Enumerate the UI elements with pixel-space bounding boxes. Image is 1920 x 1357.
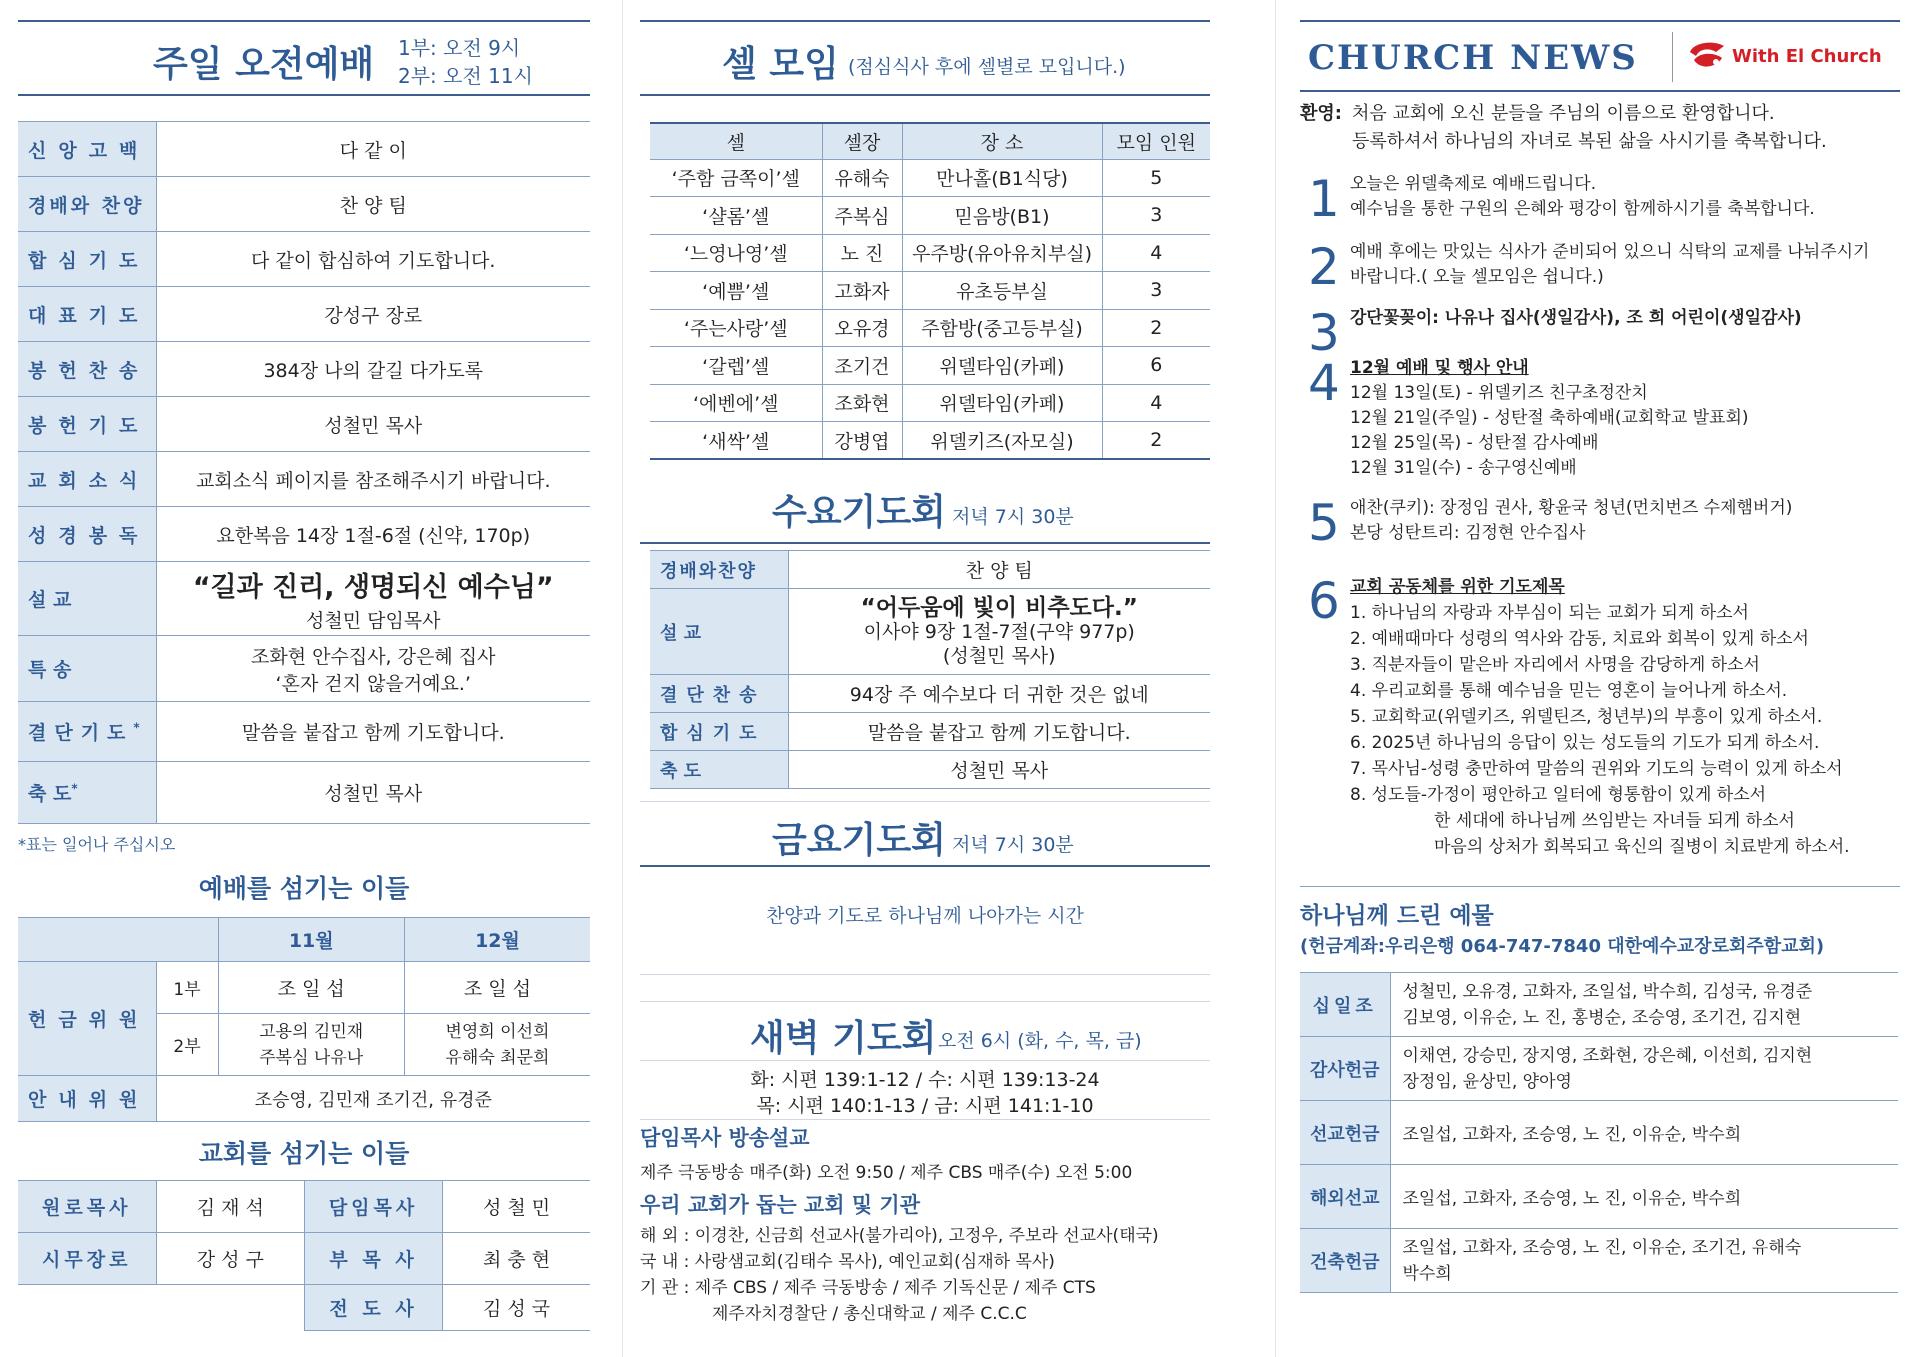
usher-value: 조승영, 김민재 조기건, 유경준	[156, 1076, 590, 1122]
news-number: 4	[1308, 354, 1340, 412]
broadcast-text: 제주 극동방송 매주(화) 오전 9:50 / 제주 CBS 매주(수) 오전 5:00	[640, 1163, 1133, 1183]
offering-names	[1390, 1101, 1898, 1165]
special-song-label: 특 송	[18, 636, 156, 702]
sunday-service-title: 주일 오전예배	[153, 44, 375, 85]
service-time-1: 1부: 오전 9시	[398, 36, 521, 60]
order-label: 봉헌찬송	[18, 342, 156, 397]
server-names: 변영희 이선희	[445, 1021, 550, 1042]
staff-role: 전 도 사	[305, 1285, 443, 1331]
wednesday-sermon-cell	[788, 589, 1210, 675]
order-label: 합심기도	[650, 713, 788, 751]
cell-row	[650, 347, 1210, 385]
offering-line: 김보영, 이유순, 노 진, 홍병순, 조승영, 조기건, 김지현	[1402, 1007, 1802, 1028]
news-item	[1300, 304, 1900, 362]
cell-value: 2	[1102, 309, 1210, 347]
cell-value: ‘주함 금쪽이’셀	[650, 159, 822, 197]
order-value: 성철민 목사	[156, 397, 590, 452]
staff-empty	[18, 1285, 156, 1331]
friday-prayer-title: 금요기도회	[772, 820, 946, 861]
cell-value: 조화현	[822, 384, 902, 422]
blessing-label-text: 축 도	[28, 783, 72, 805]
staff-role: 시무장로	[18, 1233, 156, 1285]
cell-rows	[650, 159, 1210, 459]
stand-mark: *	[71, 781, 78, 796]
worship-order-table	[18, 121, 590, 824]
offering-label: 십일조	[1300, 973, 1390, 1037]
cell-value: 유해숙	[822, 159, 902, 197]
wednesday-sermon-text: 이사야 9장 1절-7절(구약 977p)	[863, 620, 1135, 643]
order-value: 찬 양 팀	[156, 177, 590, 232]
cell-value: 강병엽	[822, 422, 902, 460]
staff-role: 담임목사	[305, 1181, 443, 1233]
news-text	[1300, 170, 1900, 228]
cell-row	[650, 159, 1210, 197]
prayer-item: 7. 목사님-성령 충만하여 말씀의 권위와 기도의 능력이 있게 하소서	[1350, 759, 1843, 779]
cell-value: 고화자	[822, 272, 902, 310]
news-line: 오늘은 위델축제로 예배드립니다.	[1350, 174, 1597, 194]
november-servers	[218, 1014, 404, 1076]
month-header: 12월	[404, 918, 590, 962]
order-value: 요한복음 14장 1절-6절 (신약, 170p)	[156, 507, 590, 562]
cell-row	[650, 384, 1210, 422]
order-label: 합심기도	[18, 232, 156, 287]
offering-names	[1390, 973, 1898, 1037]
order-label: 신앙고백	[18, 122, 156, 177]
order-value: 다 같이 합심하여 기도합니다.	[156, 232, 590, 287]
cell-value: 믿음방(B1)	[902, 197, 1102, 235]
church-news-column	[1300, 0, 1900, 1357]
dawn-reading: 화: 시편 139:1-12 / 수: 시편 139:13-24	[750, 1069, 1100, 1091]
cell-value: 2	[1102, 422, 1210, 460]
wednesday-sermon-title: “어두움에 빛이 비추도다.”	[860, 594, 1138, 621]
order-value: 384장 나의 갈길 다가도록	[156, 342, 590, 397]
offering-names	[1390, 1037, 1898, 1101]
prayer-item: 2. 예배때마다 성령의 역사와 감동, 치료와 회복이 있게 하소서	[1350, 629, 1809, 649]
offering-label: 선교헌금	[1300, 1101, 1390, 1165]
order-value: 찬 양 팀	[788, 551, 1210, 589]
staff-name: 강 성 구	[156, 1233, 305, 1285]
offering-label: 감사헌금	[1300, 1037, 1390, 1101]
offering-label: 건축헌금	[1300, 1229, 1390, 1293]
news-items	[1300, 172, 1900, 864]
cell-value: 6	[1102, 347, 1210, 385]
prayer-item: 4. 우리교회를 통해 예수님을 믿는 영혼이 늘어나게 하소서.	[1350, 681, 1788, 701]
cell-meeting-title: 셀 모임	[722, 44, 839, 85]
cell-value: 유초등부실	[902, 272, 1102, 310]
dawn-prayer-title: 새벽 기도회	[750, 1018, 937, 1059]
order-label: 봉헌기도	[18, 397, 156, 452]
staff-name: 최 충 현	[443, 1233, 590, 1285]
cell-value: ‘에벤에’셀	[650, 384, 822, 422]
dawn-reading: 목: 시편 140:1-13 / 금: 시편 141:1-10	[756, 1095, 1094, 1117]
cell-row	[650, 422, 1210, 460]
cell-meeting-subtitle: (점심식사 후에 셀별로 모입니다.)	[848, 56, 1126, 78]
news-item	[1300, 496, 1900, 556]
news-line: 12월 13일(토) - 위델키즈 친구초정잔치	[1350, 383, 1648, 403]
stand-note: *표는 일어나 주십시오	[18, 835, 176, 854]
order-value: 94장 주 예수보다 더 귀한 것은 없네	[788, 675, 1210, 713]
support-item: 국 내 : 사랑샘교회(김태수 목사), 예인교회(심재하 목사)	[640, 1252, 1055, 1272]
news-item	[1300, 172, 1900, 232]
staff-role: 원로목사	[18, 1181, 156, 1233]
order-label: 경배와 찬양	[18, 177, 156, 232]
order-value: 성철민 목사	[788, 751, 1210, 789]
news-item	[1300, 356, 1900, 490]
news-line: 12월 예배 및 행사 안내	[1350, 358, 1529, 378]
order-label: 성경봉독	[18, 507, 156, 562]
servers-table	[18, 917, 590, 1122]
news-number: 6	[1308, 572, 1340, 630]
cell-value: 만나홀(B1식당)	[902, 159, 1102, 197]
news-number: 2	[1308, 238, 1340, 296]
dawn-prayer-header	[640, 1001, 1210, 1061]
cell-value: 위델타임(카페)	[902, 347, 1102, 385]
wednesday-order-table	[650, 550, 1210, 789]
service-time-2: 2부: 오전 11시	[398, 64, 533, 88]
cell-value: ‘갈렙’셀	[650, 347, 822, 385]
offering-table	[1300, 972, 1898, 1293]
prayer-item: 마음의 상처가 회복되고 육신의 질병이 치료받게 하소서.	[1434, 837, 1850, 857]
servers-title: 예배를 섬기는 이들	[198, 874, 410, 903]
cell-value: ‘주는사랑’셀	[650, 309, 822, 347]
prayer-item: 8. 성도들-가정이 평안하고 일터에 형통함이 있게 하소서	[1350, 785, 1767, 805]
order-label: 축 도	[650, 751, 788, 789]
cell-row	[650, 197, 1210, 235]
decision-prayer-value: 말씀을 붙잡고 함께 기도합니다.	[156, 702, 590, 762]
order-value: 강성구 장로	[156, 287, 590, 342]
support-item: 제주자치경찰단 / 총신대학교 / 제주 C.C.C	[712, 1304, 1027, 1324]
offering-line: 성철민, 오유경, 고화자, 조일섭, 박수희, 김성국, 유경준	[1402, 981, 1813, 1002]
cell-header: 셀장	[822, 123, 902, 159]
staff-role: 부 목 사	[305, 1233, 443, 1285]
news-text	[1300, 306, 1900, 331]
news-text	[1300, 574, 1900, 860]
wednesday-prayer-header	[640, 478, 1210, 544]
cell-value: 3	[1102, 197, 1210, 235]
news-text	[1300, 238, 1900, 296]
news-item	[1300, 240, 1900, 300]
news-line: 12월 31일(수) - 송구영신예배	[1350, 458, 1577, 478]
order-label: 설 교	[650, 589, 788, 675]
news-line: 강단꽃꽂이: 나유나 집사(생일감사), 조 희 어린이(생일감사)	[1350, 308, 1802, 328]
offering-line: 박수희	[1402, 1263, 1452, 1284]
wednesday-prayer-title: 수요기도회	[772, 492, 946, 533]
december-servers: 조 일 섭	[404, 962, 590, 1014]
cell-value: 위델키즈(자모실)	[902, 422, 1102, 460]
friday-prayer-header	[640, 801, 1210, 867]
month-header: 11월	[218, 918, 404, 962]
server-names: 주복심 나유나	[259, 1047, 364, 1068]
offering-line: 장정임, 윤상민, 양아영	[1402, 1071, 1572, 1092]
news-line: 본당 성탄트리: 김정현 안수집사	[1350, 523, 1586, 543]
welcome-line: 등록하셔서 하나님의 자녀로 복된 삶을 사시기를 축복합니다.	[1352, 131, 1827, 152]
cell-table	[650, 122, 1210, 460]
server-names: 유해숙 최문희	[445, 1047, 550, 1068]
broadcast-title: 담임목사 방송설교	[640, 1126, 810, 1150]
news-line: 12월 21일(주일) - 성탄절 축하예배(교회학교 발표회)	[1350, 408, 1749, 428]
welcome-block	[1300, 100, 1900, 156]
cell-value: 4	[1102, 234, 1210, 272]
worship-order-column	[18, 0, 590, 1357]
sermon-title: “길과 진리, 생명되신 예수님”	[192, 571, 554, 603]
church-staff-title: 교회를 섬기는 이들	[198, 1139, 410, 1168]
welcome-label: 환영:	[1300, 103, 1342, 124]
cell-row	[650, 234, 1210, 272]
cell-value: 우주방(유아유치부실)	[902, 234, 1102, 272]
support-item: 기 관 : 제주 CBS / 제주 극동방송 / 제주 기독신문 / 제주 CTS	[640, 1278, 1096, 1298]
usher-label: 안내위원	[18, 1076, 156, 1122]
news-item	[1300, 574, 1900, 864]
offering-line: 조일섭, 고화자, 조승영, 노 진, 이유순, 조기건, 유해숙	[1402, 1237, 1802, 1258]
special-song-title: ‘혼자 걷지 않을거예요.’	[275, 672, 471, 695]
service-number: 2부	[156, 1014, 218, 1076]
news-number: 5	[1308, 494, 1340, 552]
stand-mark: *	[133, 720, 140, 735]
cell-header: 모임 인원	[1102, 123, 1210, 159]
offering-committee-label: 헌금위원	[18, 962, 156, 1076]
blessing-label	[18, 762, 156, 824]
order-value: 교회소식 페이지를 참조해주시기 바랍니다.	[156, 452, 590, 507]
offering-title: 하나님께 드린 예물	[1300, 903, 1494, 929]
blessing-value: 성철민 목사	[156, 762, 590, 824]
cell-value: 4	[1102, 384, 1210, 422]
cell-row	[650, 272, 1210, 310]
decision-prayer-label-text: 결단기도	[28, 722, 134, 744]
order-value: 다 같 이	[156, 122, 590, 177]
order-label: 대표기도	[18, 287, 156, 342]
server-names: 고용의 김민재	[259, 1021, 364, 1042]
news-line: 교회 공동체를 위한 기도제목	[1350, 577, 1565, 597]
church-logo-icon	[1686, 38, 1728, 74]
prayer-item: 5. 교회학교(위델키즈, 위델틴즈, 청년부)의 부흥이 있게 하소서.	[1350, 707, 1823, 727]
wednesday-prayer-time: 저녁 7시 30분	[952, 506, 1074, 528]
dawn-readings	[640, 1067, 1210, 1120]
cell-value: 위델타임(카페)	[902, 384, 1102, 422]
offering-account: (헌금계좌:우리은행 064-747-7840 대한예수교장로회주함교회)	[1300, 936, 1825, 957]
friday-prayer-time: 저녁 7시 30분	[952, 834, 1074, 856]
support-title: 우리 교회가 돕는 교회 및 기관	[640, 1193, 920, 1217]
cell-value: 3	[1102, 272, 1210, 310]
cell-value: ‘샬롬’셀	[650, 197, 822, 235]
offering-line: 이채연, 강승민, 장지영, 조화현, 강은혜, 이선희, 김지현	[1402, 1045, 1813, 1066]
header-divider	[1672, 32, 1673, 82]
friday-prayer-text: 찬양과 기도로 하나님께 나아가는 시간	[640, 901, 1210, 975]
news-line: 애찬(쿠키): 장정임 권사, 황윤국 청년(먼치번즈 수제햄버거)	[1350, 498, 1793, 518]
news-text	[1300, 494, 1900, 552]
cell-header: 장 소	[902, 123, 1102, 159]
december-servers	[404, 1014, 590, 1076]
news-line: 예수님을 통한 구원의 은혜와 평강이 함께하시기를 축복합니다.	[1350, 199, 1815, 219]
church-news-title: CHURCH NEWS	[1308, 38, 1638, 78]
cell-row	[650, 309, 1210, 347]
sermon-preacher: 성철민 담임목사	[305, 609, 441, 632]
news-number: 3	[1308, 304, 1340, 362]
welcome-line: 처음 교회에 오신 분들을 주님의 이름으로 환영합니다.	[1352, 103, 1775, 124]
offering-label: 해외선교	[1300, 1165, 1390, 1229]
offering-names	[1390, 1165, 1898, 1229]
staff-name: 김 성 국	[443, 1285, 590, 1331]
news-line: 바랍니다.( 오늘 셀모임은 쉽니다.)	[1350, 267, 1604, 287]
offering-line: 조일섭, 고화자, 조승영, 노 진, 이유순, 박수희	[1402, 1189, 1742, 1209]
news-line: 12월 25일(목) - 성탄절 감사예배	[1350, 433, 1599, 453]
cell-value: 오유경	[822, 309, 902, 347]
dawn-prayer-time: 오전 6시 (화, 수, 목, 금)	[938, 1030, 1142, 1052]
order-label: 경배와찬양	[650, 551, 788, 589]
cell-meeting-header	[640, 20, 1210, 96]
support-item: 해 외 : 이경찬, 신금희 선교사(불가리아), 고정우, 주보라 선교사(태국)	[640, 1226, 1159, 1246]
special-song-cell	[156, 636, 590, 702]
news-line: 예배 후에는 맛있는 식사가 준비되어 있으니 식탁의 교제를 나눠주시기	[1350, 242, 1870, 262]
order-value: 말씀을 붙잡고 함께 기도합니다.	[788, 713, 1210, 751]
sunday-service-header	[18, 20, 590, 96]
special-song-singers: 조화현 안수집사, 강은혜 집사	[251, 645, 496, 668]
offering-line: 조일섭, 고화자, 조승영, 노 진, 이유순, 박수희	[1402, 1125, 1742, 1145]
decision-prayer-label	[18, 702, 156, 762]
prayer-item: 한 세대에 하나님께 쓰임받는 자녀들 되게 하소서	[1434, 811, 1795, 831]
sermon-cell	[156, 562, 590, 636]
support-list	[640, 1223, 1210, 1327]
cell-value: 5	[1102, 159, 1210, 197]
prayer-item: 3. 직분자들이 맡은바 자리에서 사명을 감당하게 하소서	[1350, 655, 1760, 675]
cell-value: 조기건	[822, 347, 902, 385]
prayer-item: 6. 2025년 하나님의 응답이 있는 성도들의 기도가 되게 하소서.	[1350, 733, 1820, 753]
cell-value: 주함방(중고등부실)	[902, 309, 1102, 347]
staff-name: 성 철 민	[443, 1181, 590, 1233]
service-number: 1부	[156, 962, 218, 1014]
cell-value: 노 진	[822, 234, 902, 272]
church-news-header	[1300, 20, 1900, 92]
staff-empty	[156, 1285, 305, 1331]
wednesday-sermon-preacher: (성철민 목사)	[942, 644, 1056, 667]
offering-names	[1390, 1229, 1898, 1293]
church-staff-table	[18, 1180, 590, 1331]
order-label: 교회소식	[18, 452, 156, 507]
cell-value: 주복심	[822, 197, 902, 235]
cell-header: 셀	[650, 123, 822, 159]
offering-section	[1300, 886, 1900, 958]
meetings-column	[640, 0, 1210, 1357]
cell-value: ‘예쁨’셀	[650, 272, 822, 310]
november-servers: 조 일 섭	[218, 962, 404, 1014]
servers-corner	[18, 918, 218, 962]
cell-value: ‘느영나영’셀	[650, 234, 822, 272]
news-number: 1	[1308, 170, 1340, 228]
order-label: 결단찬송	[650, 675, 788, 713]
cell-value: ‘새싹’셀	[650, 422, 822, 460]
staff-name: 김 재 석	[156, 1181, 305, 1233]
church-logo-text: With El Church	[1732, 46, 1882, 67]
news-text	[1300, 356, 1900, 481]
sermon-label: 설 교	[18, 562, 156, 636]
prayer-item: 1. 하나님의 자랑과 자부심이 되는 교회가 되게 하소서	[1350, 603, 1749, 623]
